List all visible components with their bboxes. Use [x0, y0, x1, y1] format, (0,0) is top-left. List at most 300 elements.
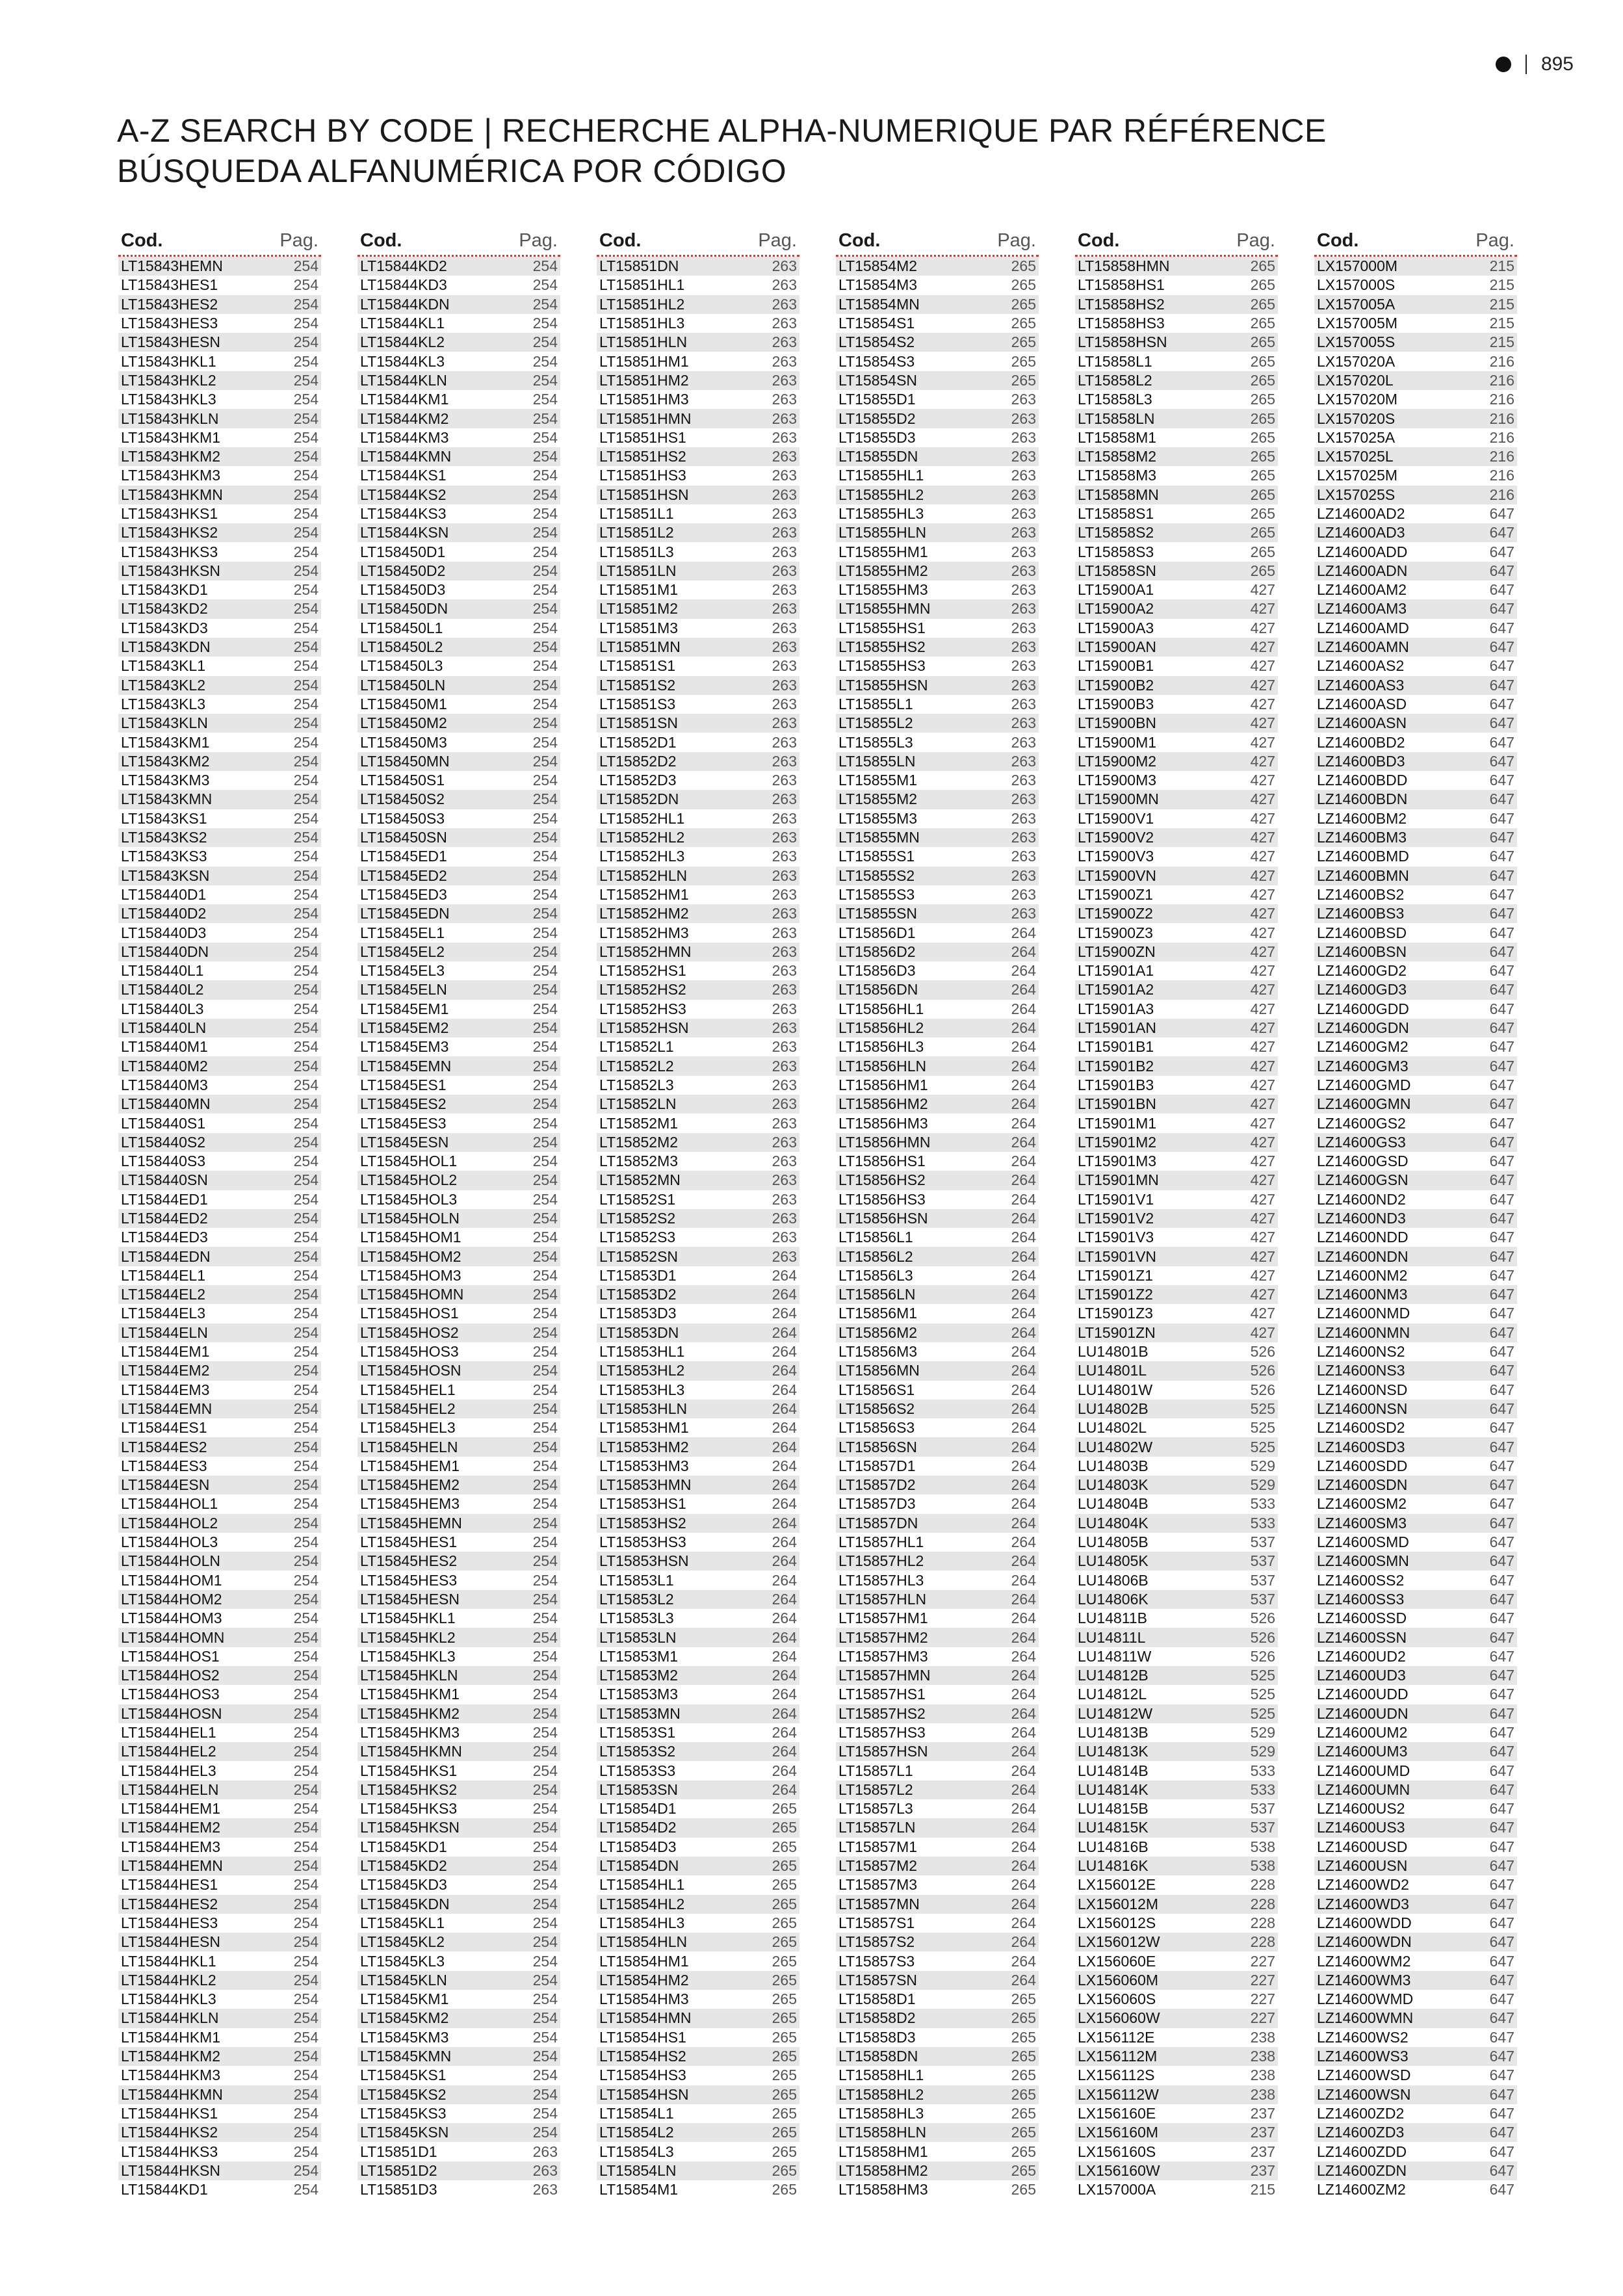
page-reference: 647 [1489, 1247, 1514, 1265]
product-code: LT15844KS1 [360, 467, 447, 484]
table-row [1314, 1114, 1517, 1132]
page-reference: 254 [532, 467, 558, 484]
product-code: LU14805B [1078, 1533, 1149, 1551]
product-code: LZ14600SM2 [1317, 1495, 1407, 1513]
page-reference: 647 [1489, 1952, 1514, 1970]
product-code: LT15853HS1 [599, 1495, 686, 1513]
product-code: LT15852HM1 [599, 885, 689, 903]
product-code: LZ14600GS2 [1317, 1114, 1406, 1132]
table-row [118, 295, 321, 314]
table-row [597, 390, 799, 409]
page-reference: 263 [772, 619, 797, 636]
product-code: LT15901B3 [1078, 1076, 1154, 1093]
product-code: LT15854SN [838, 371, 918, 389]
table-row [597, 961, 799, 980]
page-reference: 264 [1011, 1762, 1036, 1779]
product-code: LT15853L2 [599, 1590, 674, 1608]
table-row [1075, 2104, 1278, 2123]
page-reference: 254 [532, 524, 558, 541]
product-code: LT15858D2 [838, 2009, 916, 2027]
table-row [118, 1209, 321, 1228]
page-reference: 254 [293, 562, 318, 579]
product-code: LT15851HM2 [599, 371, 689, 389]
page-reference: 427 [1250, 619, 1275, 636]
page-reference: 427 [1250, 905, 1275, 922]
table-row [836, 1247, 1039, 1266]
table-row [118, 961, 321, 980]
table-row [357, 371, 560, 390]
product-code: LT158450M3 [360, 733, 447, 751]
product-code: LT15843HKL1 [121, 352, 216, 370]
product-code: LT15844EDN [121, 1247, 211, 1265]
table-row [1075, 1666, 1278, 1685]
product-code: LT15845HKS1 [360, 1762, 458, 1779]
page-reference: 537 [1250, 1552, 1275, 1570]
page-reference: 254 [293, 1247, 318, 1265]
product-code: LZ14600GD2 [1317, 962, 1407, 980]
index-column [1075, 229, 1278, 2199]
page-reference: 264 [1011, 1876, 1036, 1894]
page-reference: 254 [532, 943, 558, 960]
product-code: LT15901Z2 [1078, 1286, 1153, 1303]
page-reference: 264 [772, 1381, 797, 1398]
table-row [1314, 2123, 1517, 2142]
table-row [118, 1037, 321, 1056]
page-reference: 254 [293, 581, 318, 599]
table-row [118, 542, 321, 561]
product-code: LZ14600SSD [1317, 1610, 1407, 1627]
product-code: LT15844HKLN [121, 2009, 219, 2027]
product-code: LT15855HL2 [838, 486, 924, 503]
table-row [1075, 1552, 1278, 1571]
page-reference: 254 [293, 1895, 318, 1912]
product-code: LT15855M2 [838, 790, 918, 808]
table-row [836, 409, 1039, 428]
table-row [597, 733, 799, 751]
table-row [1075, 1152, 1278, 1171]
table-row [118, 523, 321, 542]
product-code: LX156112W [1078, 2085, 1159, 2103]
table-row [597, 1476, 799, 1494]
page-reference: 254 [293, 1743, 318, 1760]
index-column [357, 229, 560, 2199]
table-row [118, 314, 321, 333]
table-row [1314, 1056, 1517, 1075]
page-reference: 254 [532, 2067, 558, 2084]
product-code: LT15845HES1 [360, 1533, 458, 1551]
product-code: LT15854HM2 [599, 1971, 689, 1989]
page-reference: 538 [1250, 1838, 1275, 1855]
page-reference: 265 [1250, 371, 1275, 389]
table-row [597, 371, 799, 390]
page-reference: 264 [772, 1704, 797, 1722]
table-row [597, 943, 799, 961]
page-reference: 529 [1250, 1724, 1275, 1741]
table-row [357, 2066, 560, 2085]
table-row [1314, 771, 1517, 790]
index-columns [118, 229, 1517, 2199]
product-code: LT15843HESN [121, 333, 220, 351]
page-reference: 263 [772, 1019, 797, 1037]
table-row [1075, 599, 1278, 618]
table-row [597, 2104, 799, 2123]
product-code: LT15855D3 [838, 428, 916, 446]
page-reference: 264 [1011, 981, 1036, 998]
page-reference: 265 [1011, 315, 1036, 332]
page-reference: 263 [772, 562, 797, 579]
table-row [1314, 1761, 1517, 1780]
product-code: LZ14600WSN [1317, 2085, 1411, 2103]
product-code: LT15900M1 [1078, 733, 1157, 751]
product-code: LT15843KS1 [121, 809, 207, 827]
product-code: LT15858S3 [1078, 543, 1154, 560]
page-reference: 254 [293, 1266, 318, 1284]
page-reference: 647 [1489, 2067, 1514, 2084]
page-reference: 254 [293, 1857, 318, 1875]
page-reference: 254 [293, 410, 318, 427]
table-row [118, 1781, 321, 1799]
product-code: LT15851LN [599, 562, 677, 579]
table-row [357, 1971, 560, 1990]
product-code: LT158450L1 [360, 619, 443, 636]
page-reference: 533 [1250, 1514, 1275, 1532]
product-code: LZ14600ZM2 [1317, 2181, 1406, 2198]
page-reference: 265 [772, 2048, 797, 2065]
page-reference: 254 [532, 1895, 558, 1912]
product-code: LZ14600GDD [1317, 1000, 1409, 1017]
page-reference: 264 [1011, 1400, 1036, 1417]
page-reference: 264 [772, 1667, 797, 1684]
product-code: LT15852HM2 [599, 905, 689, 922]
table-row [1314, 1647, 1517, 1666]
product-code: LT15854D3 [599, 1838, 677, 1855]
table-row [118, 619, 321, 638]
product-code: LT158440D1 [121, 885, 207, 903]
product-code: LZ14600USN [1317, 1857, 1408, 1875]
table-row [836, 1990, 1039, 2009]
table-row [1314, 1152, 1517, 1171]
product-code: LT15855HS3 [838, 657, 926, 675]
product-code: LT15858HSN [1078, 333, 1167, 351]
table-row [1075, 371, 1278, 390]
page-reference: 265 [1011, 2181, 1036, 2198]
table-row [1314, 2104, 1517, 2123]
table-row [836, 1742, 1039, 1761]
product-code: LX156112M [1078, 2048, 1158, 2065]
product-code: LT15851M3 [599, 619, 679, 636]
table-row [118, 1552, 321, 1571]
table-row [1075, 581, 1278, 599]
product-code: LT15852HMN [599, 943, 692, 960]
product-code: LT15845HEM3 [360, 1495, 460, 1513]
product-code: LZ14600AMD [1317, 619, 1409, 636]
product-code: LU14814B [1078, 1762, 1149, 1779]
page-reference: 254 [293, 619, 318, 636]
page-reference: 538 [1250, 1857, 1275, 1875]
product-code: LT15856HL2 [838, 1019, 924, 1037]
table-row [836, 1685, 1039, 1704]
table-row [118, 2180, 321, 2199]
product-code: LZ14600BSD [1317, 924, 1407, 941]
product-code: LZ14600NS3 [1317, 1362, 1405, 1379]
product-code: LT15844HOMN [121, 1628, 225, 1646]
product-code: LZ14600BM2 [1317, 809, 1407, 827]
table-row [118, 790, 321, 809]
page-reference: 427 [1250, 1190, 1275, 1208]
page-reference: 254 [532, 2085, 558, 2103]
product-code: LT15856L2 [838, 1247, 913, 1265]
page-reference: 647 [1489, 2009, 1514, 2027]
table-row [836, 1228, 1039, 1247]
page-reference: 265 [772, 2009, 797, 2027]
product-code: LT15844HKS1 [121, 2104, 218, 2122]
table-row [836, 1609, 1039, 1628]
product-code: LX157005M [1317, 315, 1398, 332]
table-row [836, 352, 1039, 371]
table-row [597, 1381, 799, 1400]
product-code: LT15856HS2 [838, 1171, 926, 1189]
product-code: LT15845ELN [360, 981, 447, 998]
table-row [597, 1209, 799, 1228]
product-code: LT15845ES1 [360, 1076, 447, 1093]
product-code: LT15854HL1 [599, 1876, 685, 1894]
page-reference: 526 [1250, 1362, 1275, 1379]
page-reference: 263 [772, 1247, 797, 1265]
table-row [118, 447, 321, 466]
page-reference: 254 [293, 1514, 318, 1532]
table-row [357, 2161, 560, 2180]
table-row [357, 409, 560, 428]
page-reference: 647 [1489, 1419, 1514, 1437]
page-reference: 427 [1250, 1038, 1275, 1056]
table-row [357, 1857, 560, 1875]
product-code: LT15843KSN [121, 867, 210, 884]
page-reference: 264 [772, 1495, 797, 1513]
product-code: LT15845HEL1 [360, 1381, 456, 1398]
page-reference: 254 [293, 1057, 318, 1075]
product-code: LU14812L [1078, 1686, 1147, 1703]
product-code: LT15854DN [599, 1857, 679, 1875]
product-code: LT15844ED2 [121, 1209, 208, 1227]
table-row [1314, 1418, 1517, 1437]
product-code: LT15852DN [599, 790, 679, 808]
product-code: LT15855HSN [838, 676, 928, 694]
page-reference: 427 [1250, 1076, 1275, 1093]
column-rows [597, 257, 799, 2199]
page-reference: 254 [293, 1876, 318, 1894]
table-row [357, 428, 560, 447]
product-code: LT15858M3 [1078, 467, 1157, 484]
page-reference: 647 [1489, 1667, 1514, 1684]
page-reference: 216 [1489, 467, 1514, 484]
page-reference: 427 [1250, 809, 1275, 827]
product-code: LZ14600US2 [1317, 1800, 1405, 1818]
page-reference: 647 [1489, 1686, 1514, 1703]
product-code: LT15858HLN [838, 2124, 927, 2141]
product-code: LT15853HL2 [599, 1362, 685, 1379]
product-code: LX156060W [1078, 2009, 1160, 2027]
table-row [836, 1590, 1039, 1609]
column-rows [836, 257, 1039, 2199]
product-code: LZ14600ZD2 [1317, 2104, 1405, 2122]
table-row [1075, 2085, 1278, 2104]
header-code-label: Cod. [121, 230, 163, 251]
product-code: LU14815K [1078, 1819, 1149, 1836]
table-row [836, 1457, 1039, 1476]
table-row [118, 1285, 321, 1304]
product-code: LT15854D2 [599, 1819, 677, 1836]
page-reference: 254 [532, 428, 558, 446]
product-code: LU14812W [1078, 1704, 1153, 1722]
page-reference: 215 [1489, 333, 1514, 351]
table-row [357, 1324, 560, 1342]
table-row [118, 1418, 321, 1437]
page-reference: 265 [1250, 505, 1275, 522]
product-code: LT15851HLN [599, 333, 688, 351]
product-code: LZ14600WS3 [1317, 2048, 1409, 2065]
page-reference: 254 [532, 772, 558, 789]
table-row [357, 1685, 560, 1704]
product-code: LT15901V1 [1078, 1190, 1154, 1208]
page-reference: 264 [1011, 1857, 1036, 1875]
page-reference: 427 [1250, 1000, 1275, 1017]
table-row [118, 885, 321, 904]
table-row [1075, 1857, 1278, 1875]
page-reference: 264 [772, 1762, 797, 1779]
table-row [118, 752, 321, 771]
product-code: LT15856HL3 [838, 1038, 924, 1056]
page-reference: 647 [1489, 1743, 1514, 1760]
product-code: LT15901M2 [1078, 1133, 1157, 1151]
table-row [597, 1609, 799, 1628]
table-row [597, 1190, 799, 1209]
page-reference: 427 [1250, 924, 1275, 941]
product-code: LT15845HEL2 [360, 1400, 456, 1417]
product-code: LT15851HS3 [599, 467, 686, 484]
page-reference: 263 [772, 829, 797, 846]
page-reference: 533 [1250, 1495, 1275, 1513]
page-reference: 265 [772, 2028, 797, 2046]
page-reference: 263 [772, 1000, 797, 1017]
product-code: LZ14600NSN [1317, 1400, 1408, 1417]
table-row [597, 1400, 799, 1418]
page-reference: 647 [1489, 829, 1514, 846]
product-code: LT158450S1 [360, 772, 445, 789]
table-row [1314, 1685, 1517, 1704]
page-reference: 529 [1250, 1743, 1275, 1760]
table-row [1314, 1514, 1517, 1533]
page-reference: 264 [772, 1419, 797, 1437]
table-row [1314, 1494, 1517, 1513]
table-row [357, 1723, 560, 1742]
table-row [836, 1400, 1039, 1418]
page-reference: 647 [1489, 2143, 1514, 2160]
product-code: LT15843HKMN [121, 486, 223, 503]
page-reference: 427 [1250, 1266, 1275, 1284]
page-reference: 227 [1250, 1952, 1275, 1970]
table-row [357, 2104, 560, 2123]
table-row [597, 1818, 799, 1837]
table-row [597, 1494, 799, 1513]
table-row [597, 2028, 799, 2047]
page-reference: 647 [1489, 1933, 1514, 1951]
table-row [597, 619, 799, 638]
table-row [597, 1761, 799, 1780]
table-row [836, 943, 1039, 961]
table-row [597, 2066, 799, 2085]
table-row [836, 771, 1039, 790]
product-code: LT15843KS3 [121, 848, 207, 865]
table-row [357, 1418, 560, 1437]
table-row [836, 1209, 1039, 1228]
table-row [836, 790, 1039, 809]
product-code: LT15852M3 [599, 1153, 679, 1170]
product-code: LZ14600WD2 [1317, 1876, 1409, 1894]
table-row [1314, 428, 1517, 447]
table-row [836, 2028, 1039, 2047]
table-row [836, 486, 1039, 504]
product-code: LT15845EDN [360, 905, 450, 922]
product-code: LT15855S3 [838, 885, 915, 903]
product-code: LT15854HL2 [599, 1895, 685, 1912]
page-reference: 533 [1250, 1762, 1275, 1779]
table-row [118, 371, 321, 390]
table-row [1075, 828, 1278, 847]
table-row [597, 581, 799, 599]
page-reference: 254 [293, 391, 318, 408]
page-reference: 263 [1011, 695, 1036, 712]
page-reference: 263 [1011, 428, 1036, 446]
table-row [357, 733, 560, 751]
table-row [1314, 638, 1517, 657]
page-reference: 264 [772, 1552, 797, 1570]
table-row [1075, 676, 1278, 695]
table-row [597, 562, 799, 581]
page-reference: 647 [1489, 809, 1514, 827]
page-reference: 254 [532, 619, 558, 636]
product-code: LT15856M2 [838, 1324, 918, 1341]
table-row [1314, 2142, 1517, 2161]
product-code: LT15858HS3 [1078, 315, 1165, 332]
table-row [1075, 1971, 1278, 1990]
table-row [1314, 1076, 1517, 1095]
product-code: LT15855L1 [838, 695, 913, 712]
table-row [357, 1171, 560, 1190]
table-row [1314, 542, 1517, 561]
product-code: LT15855S2 [838, 867, 915, 884]
page-reference: 254 [293, 257, 318, 275]
table-row [597, 2085, 799, 2104]
product-code: LT15845HES2 [360, 1552, 458, 1570]
page-reference: 254 [293, 1819, 318, 1836]
page-reference: 265 [772, 1914, 797, 1931]
table-row [1075, 1781, 1278, 1799]
page-reference: 264 [1011, 1533, 1036, 1551]
table-row [597, 599, 799, 618]
product-code: LT15845HOL3 [360, 1190, 458, 1208]
product-code: LZ14600NM3 [1317, 1286, 1408, 1303]
product-code: LT158440M2 [121, 1057, 208, 1075]
bullet-dot-icon [1496, 57, 1511, 72]
page-reference: 265 [1011, 2104, 1036, 2122]
page-reference: 254 [532, 657, 558, 675]
page-reference: 254 [293, 1400, 318, 1417]
product-code: LT15857LN [838, 1819, 916, 1836]
product-code: LT15853HL3 [599, 1381, 685, 1398]
table-row [1314, 257, 1517, 276]
table-row [597, 1590, 799, 1609]
page-reference: 647 [1489, 1171, 1514, 1189]
